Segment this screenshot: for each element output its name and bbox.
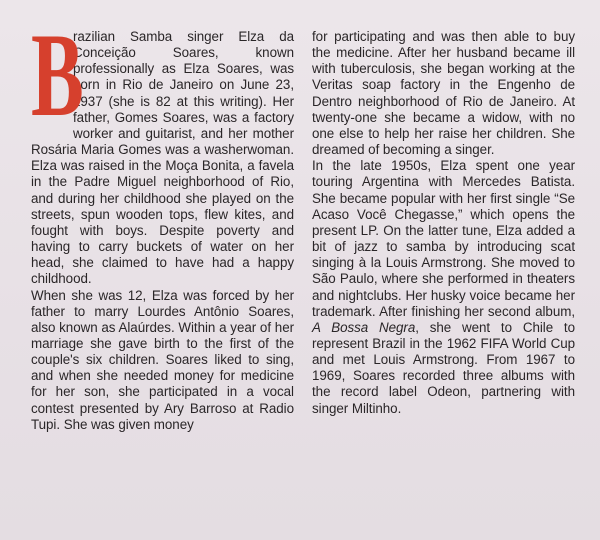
dropcap-letter: B bbox=[31, 8, 83, 141]
album-title: A Bossa Negra bbox=[312, 319, 416, 335]
paragraph-widow: for participating and was then able to buy the medicine. After her husband became ill with tuberculosis, she began working at the Veritas soap factory in the Engenho de Dentro neighborhood of Rio de Janeiro. At twenty-one she became a widow, with no one else to help her raise her children. She dreamed of becoming a singer. bbox=[312, 29, 575, 158]
text-column-right bbox=[312, 29, 575, 417]
text-column-left bbox=[31, 8, 294, 433]
career-text-part-2: , she went to Chile to represent Brazil in the 1962 FIFA World Cup and met Louis Armstrong. From 1967 to 1969, Soares recorded three albums with the record label Odeon, partnering with singer Miltinho. bbox=[312, 319, 575, 416]
paragraph-career bbox=[312, 158, 575, 417]
paragraph-childhood: razilian Samba singer Elza da Conceição Soares, known professionally as Elza Soares, was born in Rio de Janeiro on June 23, 1937 (she is 82 at this writing). Her father, Gomes Soares, was a factory worker and guitarist, and her mother Rosária Maria Gomes was a washerwoman. Elza was raised in the Moça Bonita, a favela in the Padre Miguel neighborhood of Rio, and during her childhood she played on the streets, spun wooden tops, flew kites, and fought with boys. Despite poverty and having to carry buckets of water on her head, she claimed to have had a happy childhood. bbox=[31, 29, 294, 287]
dropcap-container bbox=[31, 8, 83, 141]
career-text-part-1: In the late 1950s, Elza spent one year touring Argentina with Mercedes Batista. She became popular with her first single “Se Acaso Você Chegasse,” which opens the present LP. On the latter tune, Elza added a bit of jazz to samba by introducing scat singing à la Louis Armstrong. She moved to São Paulo, where she performed in theaters and nightclubs. Her husky voice became her trademark. After finishing her second album, bbox=[312, 158, 575, 319]
paragraph-marriage: When she was 12, Elza was forced by her father to marry Lourdes Antônio Soares, also known as Alaúrdes. Within a year of her marriage she gave birth to the first of the couple's six children. Soares liked to sing, and when she needed money for medicine for her son, she participated in a vocal contest presented by Ary Barroso at Radio Tupi. She was given money bbox=[31, 287, 294, 432]
